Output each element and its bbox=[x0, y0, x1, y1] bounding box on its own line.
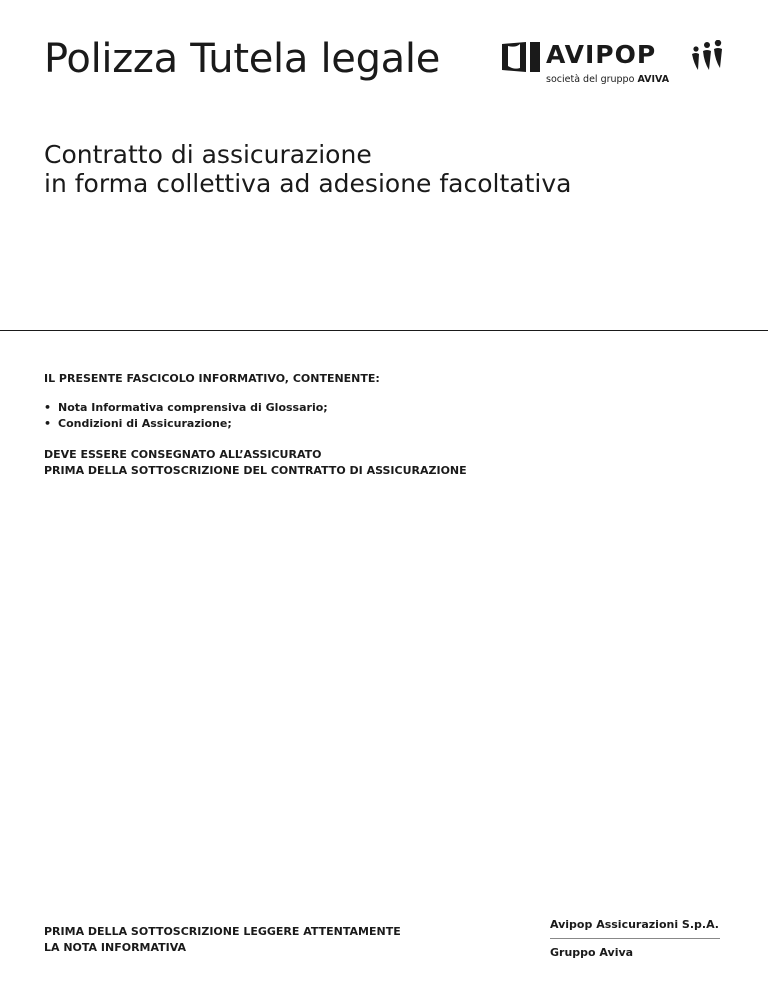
delivery-notice bbox=[44, 447, 467, 479]
footer-warning bbox=[44, 924, 401, 956]
document-subtitle bbox=[44, 140, 571, 198]
list-item: • Condizioni di Assicurazione; bbox=[44, 416, 328, 432]
subtitle-line: in forma collettiva ad adesione facoltativa bbox=[44, 169, 572, 198]
delivery-line: DEVE ESSERE CONSEGNATO ALL’ASSICURATO bbox=[44, 448, 322, 461]
company-name: Avipop Assicurazioni S.p.A. bbox=[550, 918, 719, 931]
subtitle-line: Contratto di assicurazione bbox=[44, 140, 372, 169]
warning-line: PRIMA DELLA SOTTOSCRIZIONE LEGGERE ATTENTAMENTE bbox=[44, 925, 401, 938]
group-name: Gruppo Aviva bbox=[550, 946, 634, 959]
logo-brand: AVIPOP bbox=[546, 40, 657, 69]
notice-contents-list bbox=[44, 400, 328, 432]
logo-mark-icon bbox=[502, 42, 542, 72]
footer-divider bbox=[550, 938, 720, 939]
avipop-logo bbox=[502, 40, 724, 92]
list-item: • Nota Informativa comprensiva di Glossario; bbox=[44, 400, 328, 416]
notice-heading: IL PRESENTE FASCICOLO INFORMATIVO, CONTENENTE: bbox=[44, 372, 380, 385]
delivery-line: PRIMA DELLA SOTTOSCRIZIONE DEL CONTRATTO DI ASSICURAZIONE bbox=[44, 464, 467, 477]
document-title: Polizza Tutela legale bbox=[44, 36, 441, 82]
avipop-people-icon bbox=[690, 40, 724, 72]
footer-company-block bbox=[550, 918, 720, 959]
section-divider bbox=[0, 330, 768, 331]
logo-tagline bbox=[546, 74, 669, 85]
logo-tagline-prefix: società del gruppo bbox=[546, 74, 635, 85]
logo-tagline-group: AVIVA bbox=[637, 74, 670, 85]
warning-line: LA NOTA INFORMATIVA bbox=[44, 941, 187, 954]
